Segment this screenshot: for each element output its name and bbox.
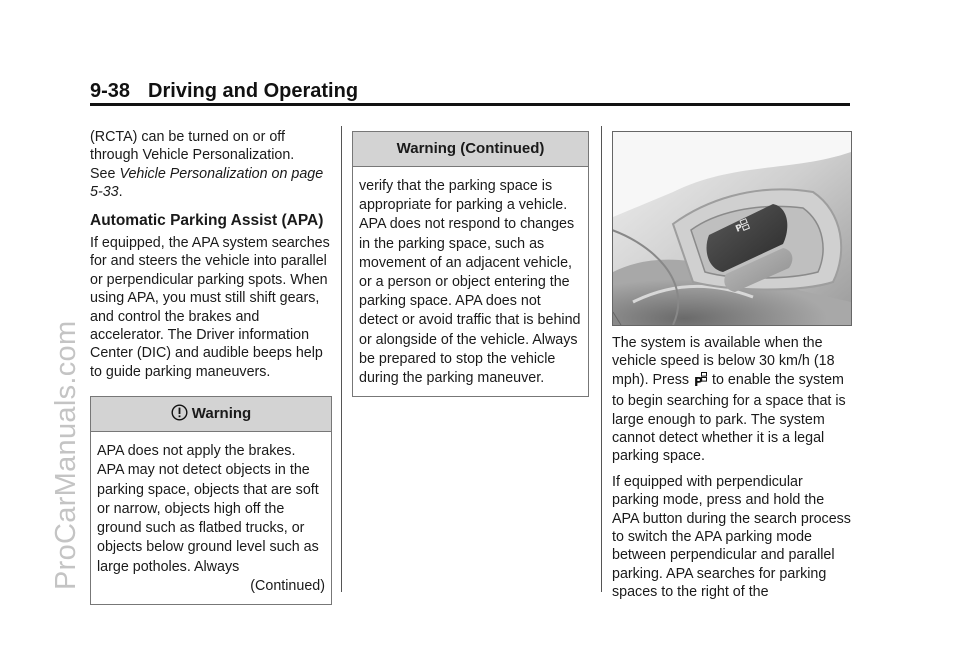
apa-button-photo	[612, 131, 852, 326]
column-3	[612, 131, 852, 602]
intro-line-2: through Vehicle Personalization.	[90, 147, 295, 164]
column-divider-2	[601, 126, 602, 592]
availability-text-after: to enable the system to begin searching for a space that is large enough to park. The system cannot detect whether it is a legal parking space.	[612, 371, 846, 465]
warning-continued-body	[353, 167, 588, 396]
warning-title: Warning	[191, 405, 252, 423]
warning-body	[91, 432, 331, 604]
page-number: 9-38	[90, 80, 131, 102]
intro-see: See	[90, 165, 116, 182]
section-title: Driving and Operating	[148, 80, 359, 102]
intro-paragraph	[90, 128, 332, 202]
apa-parking-icon	[694, 372, 707, 392]
availability-paragraph	[612, 334, 852, 466]
cross-reference-link[interactable]: Vehicle Personalization on page 5-33	[90, 165, 324, 201]
section-heading: Automatic Parking Assist (APA)	[90, 211, 324, 229]
perpendicular-paragraph: If equipped with perpendicular parking mode, press and hold the APA button during the search process to switch the APA parking mode between perpendicular and parallel parking. APA searches for parking spaces to the right of the	[612, 473, 851, 601]
warning-continued-box	[352, 131, 589, 397]
warning-box	[90, 396, 332, 605]
column-divider-1	[341, 126, 342, 592]
intro-line-1: (RCTA) can be turned on or off	[90, 129, 285, 145]
warning-header	[91, 397, 331, 432]
watermark: ProCarManuals.com	[50, 320, 82, 590]
warning-text: APA does not apply the brakes. APA may not detect objects in the parking space, objects that are soft or narrow, objects high off the ground such as flatbed trucks, or objects below ground level such as large potholes. Always	[97, 443, 319, 575]
column-1	[90, 128, 332, 605]
availability-text-before: The system is available when the vehicle speed is below 30 km/h (18 mph). Press	[612, 335, 835, 388]
col3-text	[612, 334, 852, 602]
warning-continued-text: verify that the parking space is appropriate for parking a vehicle. APA does not respond to changes in the parking space, such as movement of an adjacent vehicle, or a person or object entering the parking space. APA does not detect or avoid traffic that is behind or alongside of the vehicle. Always be prepared to stop the vehicle during the parking maneuver.	[359, 178, 581, 387]
warning-triangle-icon	[171, 400, 188, 434]
svg-text:P: P	[734, 223, 745, 235]
header-rule	[90, 103, 850, 106]
intro-end: .	[118, 184, 123, 201]
warning-continued-header: Warning (Continued)	[353, 132, 588, 167]
header-text	[90, 80, 850, 103]
column-2	[352, 131, 589, 397]
apa-description: If equipped, the APA system searches for and steers the vehicle into parallel or perpendicular parking spots. When using APA, you must still shift gears, and control the brakes and accelerator. The Driver information Center (DIC) and audible beeps help to guide parking maneuvers.	[90, 235, 330, 380]
warning-continued: (Continued)	[250, 577, 325, 594]
svg-text:P: P	[694, 374, 703, 387]
